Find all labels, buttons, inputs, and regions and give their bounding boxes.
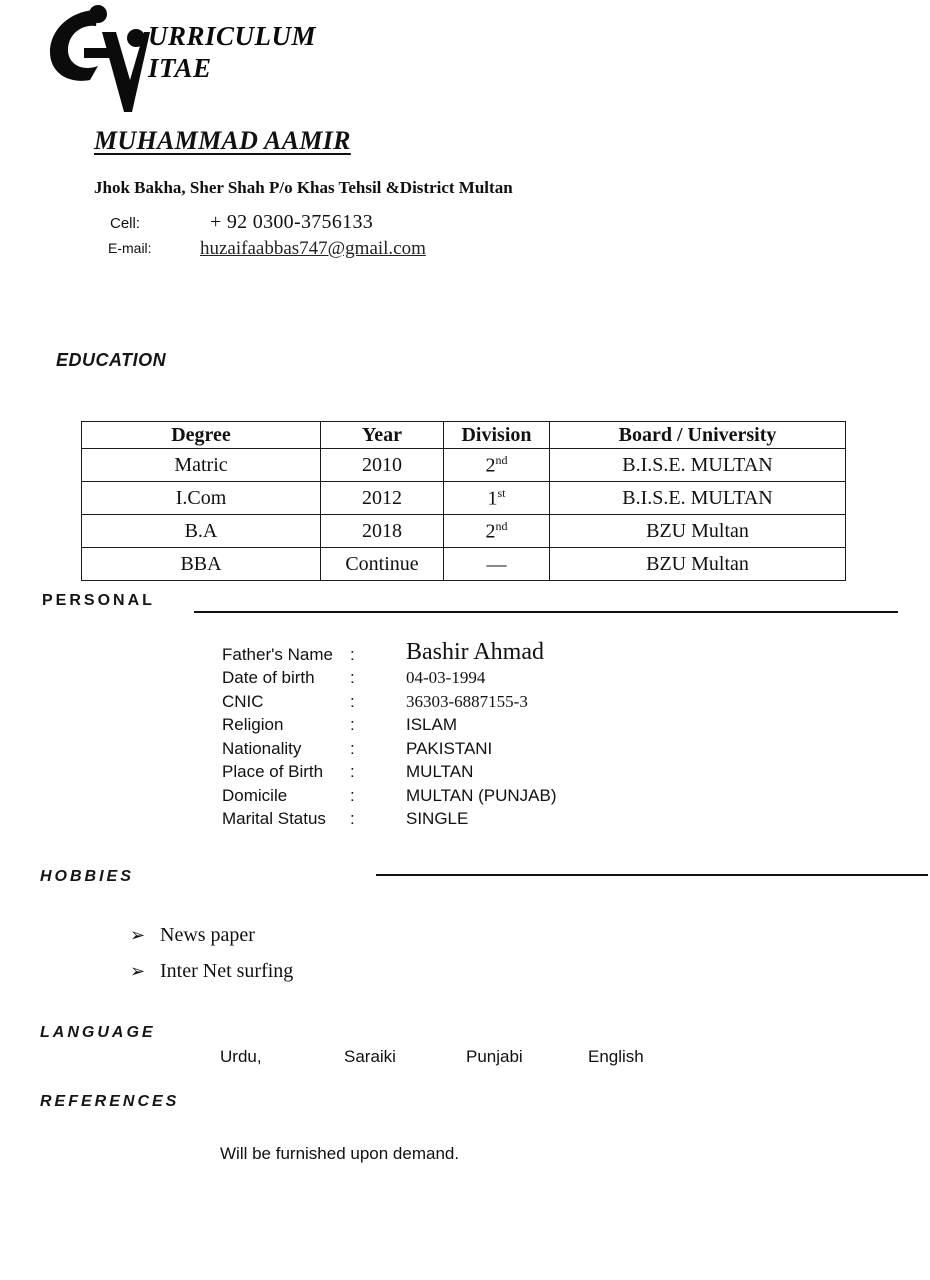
field-label: Date of birth <box>222 668 315 687</box>
cell-value: + 92 0300-3756133 <box>210 211 374 233</box>
division-cell: — <box>444 548 550 581</box>
field-value: Bashir Ahmad <box>406 639 544 665</box>
cv-title-line2: ITAE <box>148 53 212 83</box>
division-cell: 2nd <box>444 515 550 548</box>
field-label: Father's Name <box>222 645 333 664</box>
list-item <box>130 924 255 947</box>
column-header: Year <box>321 422 444 449</box>
board-cell: B.I.S.E. MULTAN <box>550 449 846 482</box>
field-value: PAKISTANI <box>406 739 493 758</box>
degree-cell: I.Com <box>82 482 321 515</box>
cell-label: Cell: <box>110 215 141 232</box>
table-row <box>82 449 846 482</box>
references-heading: REFERENCES <box>40 1093 180 1110</box>
field-colon: : <box>350 645 355 664</box>
references-text: Will be furnished upon demand. <box>220 1144 460 1163</box>
address: Jhok Bakha, Sher Shah P/o Khas Tehsil &District Multan <box>94 178 513 197</box>
education-table <box>81 421 846 581</box>
year-cell: 2018 <box>321 515 444 548</box>
field-label: CNIC <box>222 692 264 711</box>
year-cell: 2012 <box>321 482 444 515</box>
field-value: MULTAN <box>406 762 474 781</box>
candidate-name: MUHAMMAD AAMIR <box>94 126 351 155</box>
degree-cell: Matric <box>82 449 321 482</box>
field-value: 36303-6887155-3 <box>406 692 528 711</box>
field-label: Religion <box>222 715 284 734</box>
cv-logo <box>40 2 150 120</box>
arrow-bullet-icon: ➢ <box>130 961 146 981</box>
email-label: E-mail: <box>108 240 152 256</box>
field-colon: : <box>350 739 355 758</box>
cv-title-line1: URRICULUM <box>148 21 317 51</box>
division-cell: 1st <box>444 482 550 515</box>
table-row <box>82 482 846 515</box>
hobby-text: News paper <box>160 924 255 946</box>
field-colon: : <box>350 692 355 711</box>
year-cell: Continue <box>321 548 444 581</box>
field-colon: : <box>350 762 355 781</box>
field-colon: : <box>350 786 355 805</box>
email-link[interactable]: huzaifaabbas747@gmail.com <box>200 238 426 259</box>
field-value: SINGLE <box>406 809 469 828</box>
year-cell: 2010 <box>321 449 444 482</box>
language-item: Punjabi <box>466 1047 523 1066</box>
board-cell: BZU Multan <box>550 548 846 581</box>
field-value: MULTAN (PUNJAB) <box>406 786 557 805</box>
cv-title <box>148 20 316 84</box>
personal-heading: PERSONAL <box>42 592 155 609</box>
table-row <box>82 548 846 581</box>
field-label: Marital Status <box>222 809 326 828</box>
field-label: Nationality <box>222 739 302 758</box>
board-cell: BZU Multan <box>550 515 846 548</box>
field-label: Place of Birth <box>222 762 324 781</box>
table-row <box>82 515 846 548</box>
field-colon: : <box>350 668 355 687</box>
column-header: Degree <box>82 422 321 449</box>
table-header-row <box>82 422 846 449</box>
board-cell: B.I.S.E. MULTAN <box>550 482 846 515</box>
language-item: Urdu, <box>220 1047 262 1066</box>
list-item <box>130 960 293 983</box>
education-heading: EDUCATION <box>56 350 167 370</box>
language-heading: LANGUAGE <box>40 1024 156 1041</box>
language-item: English <box>588 1047 644 1066</box>
arrow-bullet-icon: ➢ <box>130 925 146 945</box>
hobby-text: Inter Net surfing <box>160 960 294 982</box>
field-colon: : <box>350 809 355 828</box>
section-divider <box>376 874 928 876</box>
field-label: Domicile <box>222 786 288 805</box>
field-value: 04-03-1994 <box>406 668 486 687</box>
field-value: ISLAM <box>406 715 458 734</box>
hobbies-heading: HOBBIES <box>40 868 134 885</box>
division-cell: 2nd <box>444 449 550 482</box>
language-item: Saraiki <box>344 1047 396 1066</box>
degree-cell: BBA <box>82 548 321 581</box>
section-divider <box>194 611 898 613</box>
field-colon: : <box>350 715 355 734</box>
degree-cell: B.A <box>82 515 321 548</box>
column-header: Board / University <box>550 422 846 449</box>
column-header: Division <box>444 422 550 449</box>
